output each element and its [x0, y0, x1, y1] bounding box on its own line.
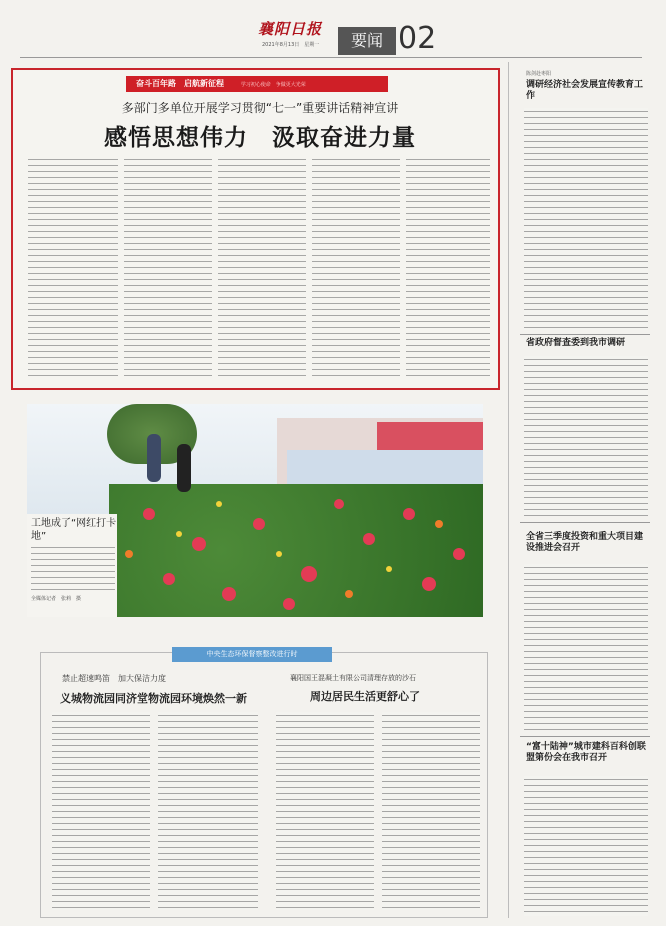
section-tag: 中央生态环保督察整改进行时 — [172, 647, 332, 662]
banner-text: 奋斗百年路 启航新征程 — [136, 79, 224, 88]
feature-text-column — [28, 156, 118, 381]
issue-date: 2021年8月13日 星期一 — [262, 42, 320, 48]
banner-subtext: 学习初心使命 争做更大光荣 — [240, 82, 306, 88]
story-a-text — [52, 712, 150, 910]
feature-text-column — [218, 156, 306, 381]
sidebar-text — [524, 564, 648, 730]
feature-banner — [126, 76, 388, 92]
story-a-headline[interactable]: 义城物流园同济堂物流园环境焕然一新 — [60, 692, 247, 705]
feature-text-column — [312, 156, 400, 381]
flowers-graphic — [109, 484, 483, 617]
photo-person — [177, 444, 191, 492]
sidebar-headline[interactable]: 调研经济社会发展宣传教育工作 — [526, 80, 644, 101]
masthead-rule — [20, 57, 642, 58]
sidebar-text — [524, 776, 648, 916]
story-b-text — [276, 712, 374, 910]
sidebar-rule — [520, 334, 650, 335]
column-divider — [508, 62, 509, 918]
sidebar-kicker: 陈剑赴枣阳 — [526, 71, 552, 77]
story-b-text — [382, 712, 480, 910]
story-b-headline[interactable]: 周边居民生活更舒心了 — [310, 690, 420, 703]
photo-flower-bed — [109, 484, 483, 617]
story-a-text — [158, 712, 258, 910]
photo-caption-text — [31, 544, 115, 594]
sidebar-headline[interactable]: 省政府督查委到我市调研 — [526, 338, 626, 348]
newspaper-logo: 襄阳日报 — [258, 20, 323, 38]
story-a-subtitle: 禁止超速鸣笛 加大保洁力度 — [62, 674, 166, 683]
sidebar-text — [524, 356, 648, 516]
sidebar-rule — [520, 736, 650, 737]
feature-headline: 感悟思想伟力 汲取奋进力量 — [104, 124, 416, 151]
news-photo[interactable] — [27, 404, 483, 617]
feature-text-column — [124, 156, 212, 381]
photo-credit: 全媒体记者 张莉 摄 — [31, 596, 82, 602]
sidebar-headline[interactable]: “富十陆神”城市建科百科创联盟第份会在我市召开 — [526, 742, 646, 763]
sidebar-headline[interactable]: 全省三季度投资和重大项目建设推进会召开 — [526, 532, 644, 553]
section-label: 要闻 — [338, 27, 396, 55]
story-b-subtitle: 襄阳国王混凝土有限公司清理存放的沙石 — [290, 674, 416, 682]
page-number: 02 — [398, 21, 437, 56]
sidebar-rule — [520, 522, 650, 523]
photo-caption-title: 工地成了“网红打卡地” — [31, 518, 117, 542]
feature-kicker: 多部门多单位开展学习贯彻“七一”重要讲话精神宣讲 — [121, 101, 399, 115]
photo-person — [147, 434, 161, 482]
sidebar-text — [524, 108, 648, 330]
feature-text-column — [406, 156, 490, 381]
